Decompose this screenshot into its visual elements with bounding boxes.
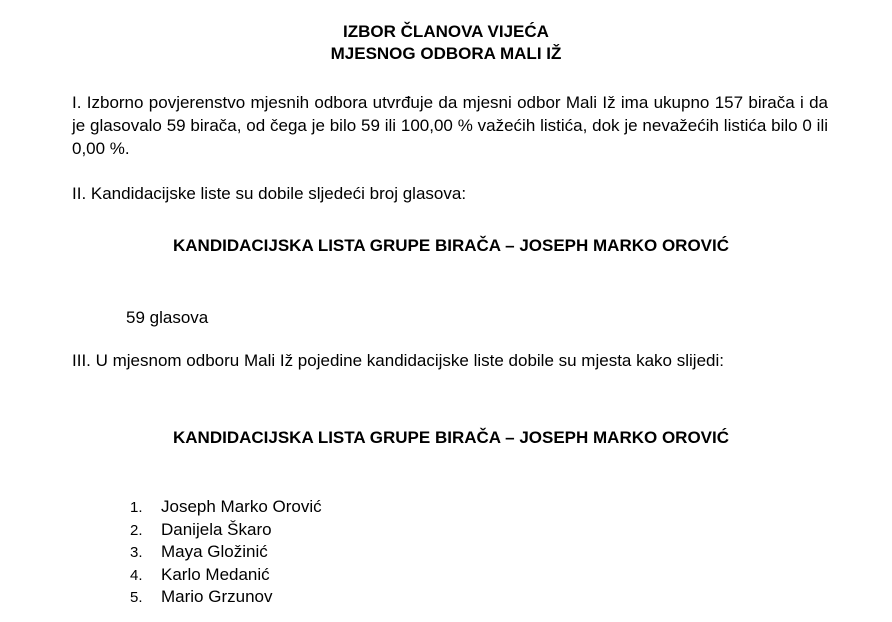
document-title-line-1: IZBOR ČLANOVA VIJEĆA (343, 22, 549, 41)
candidate-list-title-1: KANDIDACIJSKA LISTA GRUPE BIRAČA – JOSEPH MARKO OROVIĆ (173, 236, 730, 255)
elected-members-list (130, 496, 322, 609)
member-name: Joseph Marko Orović (161, 497, 322, 516)
section-2-paragraph: II. Kandidacijske liste su dobile sljedeći broj glasova: (72, 184, 467, 203)
candidate-list-title-2: KANDIDACIJSKA LISTA GRUPE BIRAČA – JOSEPH MARKO OROVIĆ (173, 428, 730, 447)
list-item-number: 3. (130, 544, 143, 561)
member-name: Danijela Škaro (161, 519, 272, 539)
list-item-number: 5. (130, 589, 143, 606)
section-3-paragraph: III. U mjesnom odboru Mali Iž pojedine kandidacijske liste dobile su mjesta kako slijedi: (72, 351, 724, 370)
vote-count: 59 glasova (126, 308, 209, 327)
document-title-line-2: MJESNOG ODBORA MALI IŽ (330, 44, 562, 63)
list-item (130, 586, 322, 609)
list-item (130, 519, 322, 542)
list-item (130, 564, 322, 587)
list-item (130, 496, 322, 519)
list-item-number: 2. (130, 521, 143, 539)
section-1-paragraph: I. Izborno povjerenstvo mjesnih odbora utvrđuje da mjesni odbor Mali Iž ima ukupno 157 birača i da je glasovalo 59 birača, od čega je bilo 59 ili 100,00 % važećih listića, dok je nevažećih listića bilo 0 ili 0,00 %. (72, 93, 828, 158)
member-name: Mario Grzunov (161, 587, 273, 606)
member-name: Maya Gložinić (161, 542, 268, 561)
list-item (130, 541, 322, 564)
member-name: Karlo Medanić (161, 564, 270, 584)
list-item-number: 1. (130, 499, 143, 516)
list-item-number: 4. (130, 566, 143, 584)
